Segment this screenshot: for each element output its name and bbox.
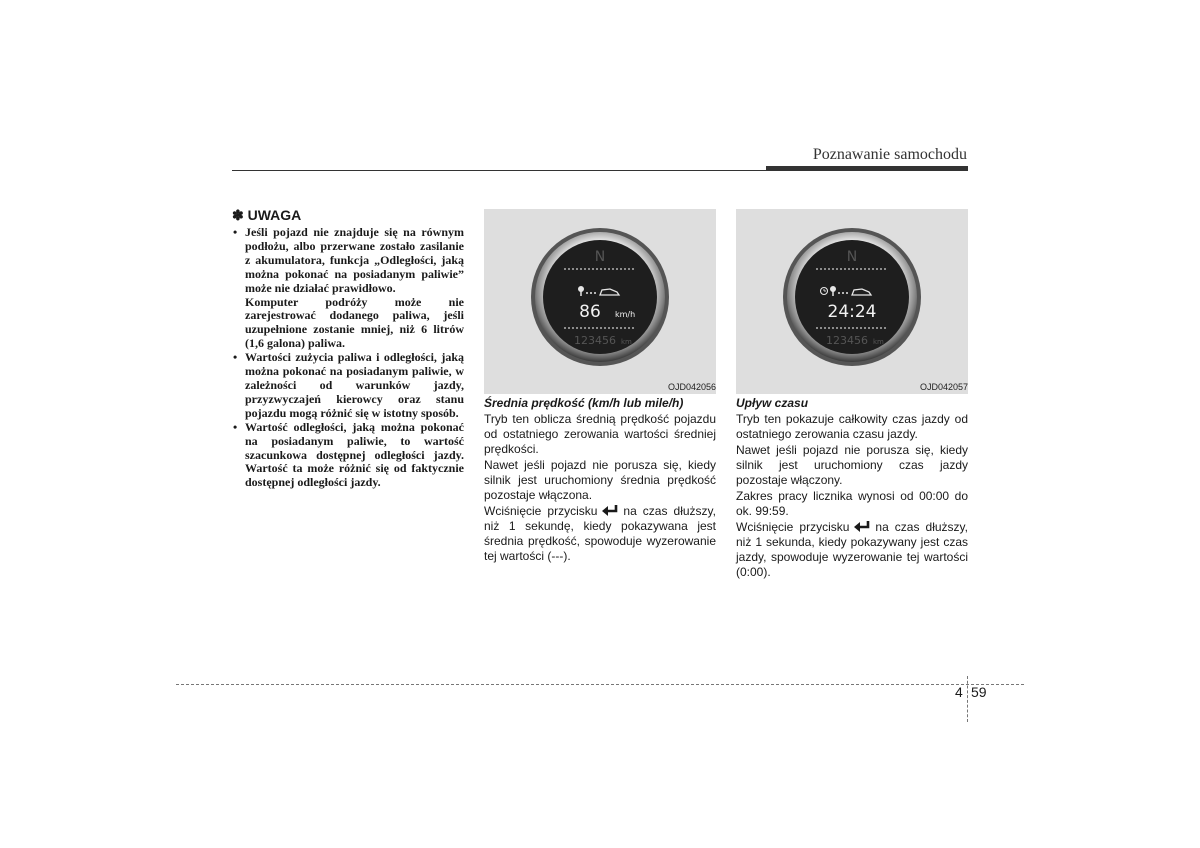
header-bar: [766, 166, 968, 171]
avg-speed-paragraph: Tryb ten oblicza średnią prędkość pojazdu od ostatniego zerowania wartości średniej prędkości.: [484, 412, 716, 456]
elapsed-section: [736, 396, 968, 581]
elapsed-heading: Upływ czasu: [736, 396, 809, 410]
avg-speed-unit: km/h: [615, 310, 636, 319]
note-item: • Wartości zużycia paliwa i odległości, jaką można pokonać na posiadanym paliwie, w zależności od warunków jazdy, przyzwyczajeń kierowcy oraz stanu pojazdu mogą różnić się w istotny sposób.: [232, 351, 464, 421]
figure-avg-speed: [484, 209, 716, 394]
header-rule: [232, 170, 766, 171]
avg-speed-section: [484, 396, 716, 565]
elapsed-time-value: 24:24: [827, 302, 877, 322]
chapter-number: 4: [955, 684, 963, 700]
avg-speed-value: 86: [579, 302, 601, 322]
gauge-display-avg-speed: [484, 209, 716, 394]
gear-indicator: N: [594, 249, 606, 265]
footer-divider: [967, 676, 968, 722]
enter-button-icon: [853, 520, 871, 533]
avg-speed-heading: Średnia prędkość (km/h lub mile/h): [484, 396, 684, 410]
odometer-unit: km: [621, 338, 632, 346]
odometer-unit: km: [873, 338, 884, 346]
note-list: [232, 226, 464, 490]
gear-indicator: N: [846, 249, 858, 265]
note-title: ✽ UWAGA: [232, 207, 302, 223]
page-number: 59: [971, 684, 987, 700]
gauge-display-elapsed: [736, 209, 968, 394]
enter-button-icon: [601, 504, 619, 517]
note-item: • Jeśli pojazd nie znajduje się na równym podłożu, albo przerwane zostało zasilanie z akumulatora, funkcja „Odległości, jaką można pokonać na posiadanym paliwie” może nie działać prawidłowo. Komputer podróży może nie zarejestrować dodanego paliwa, jeśli uzupełnione zostanie mniej, niż 6 litrów (1,6 galona) paliwa.: [232, 226, 464, 351]
elapsed-paragraph: Zakres pracy licznika wynosi od 00:00 do ok. 99:59.: [736, 489, 968, 518]
note-box: [232, 207, 464, 490]
note-item: • Wartość odległości, jaką można pokonać na posiadanym paliwie, to wartość szacunkowa dostępnej odległości jazdy. Wartość ta może różnić się od faktycznie dostępnej odległości jazdy.: [232, 421, 464, 491]
elapsed-paragraph: Nawet jeśli pojazd nie porusza się, kiedy silnik jest uruchomiony czas jazdy pozostaje włączony.: [736, 443, 968, 487]
elapsed-paragraph: Wciśnięcie przycisku na czas dłuższy, niż 1 sekunda, kiedy pokazywany jest czas jazdy, spowoduje wyzerowanie tej wartości (0:00).: [736, 520, 968, 579]
figure-code: OJD042056: [667, 382, 716, 392]
figure-elapsed-time: [736, 209, 968, 394]
odometer-value: 123456: [574, 334, 616, 347]
note-item-sub: Komputer podróży może nie zarejestrować dodanego paliwa, jeśli uzupełnione zostanie mniej, niż 6 litrów (1,6 galona) paliwa.: [245, 294, 464, 351]
elapsed-paragraph: Tryb ten pokazuje całkowity czas jazdy od ostatniego zerowania czasu jazdy.: [736, 412, 968, 441]
footer-rule: [176, 684, 1024, 685]
avg-speed-paragraph: Wciśnięcie przycisku na czas dłuższy, niż 1 sekundę, kiedy pokazywana jest średnia prędkość, spowoduje wyzerowanie tej wartości (---).: [484, 504, 716, 563]
header-title: Poznawanie samochodu: [812, 146, 967, 163]
avg-speed-paragraph: Nawet jeśli pojazd nie porusza się, kiedy silnik jest uruchomiony średnia prędkość pozostaje włączona.: [484, 458, 716, 502]
figure-code: OJD042057: [919, 382, 968, 392]
odometer-value: 123456: [826, 334, 868, 347]
